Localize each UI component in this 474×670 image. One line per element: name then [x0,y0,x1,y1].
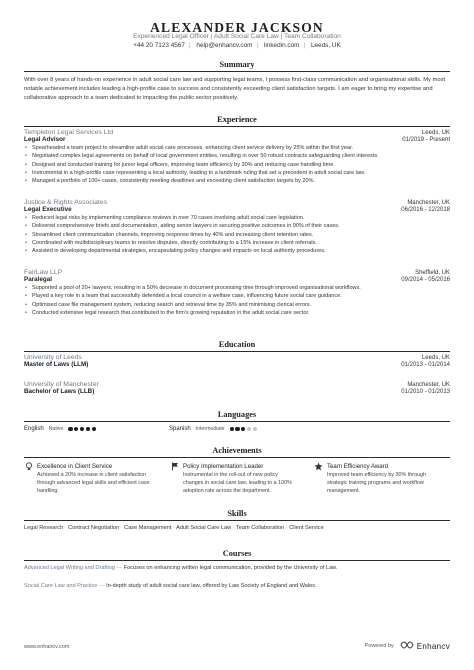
school-name: University of Manchester [24,381,99,388]
language-level: Intermediate [195,426,225,432]
rating-dot [68,427,72,431]
flag-icon [170,462,179,471]
company-name: Templeton Legal Services Ltd [24,129,114,136]
job-bullets [24,284,450,317]
rating-dot [230,427,234,431]
job-title: Paralegal [24,276,53,283]
powered-by-text: Powered by [364,643,394,649]
achievement-line: through advanced legal skills and efficient case [37,479,150,486]
skill-item: Contract Negotiation [68,525,120,531]
company-name: FairLaw LLP [24,269,63,276]
achievement-item [170,462,306,495]
rating-dot [74,427,78,431]
course-item: Advanced Legal Writing and Drafting — Focuses on enhancing written legal communication, provided by the University of Law. [24,565,338,571]
course-title: Social Care Law and Practice [24,583,98,589]
job-bullet: • Assisted in developing departmental strategies, encapsulating policy changes and impacts on local authority procedures. [24,247,450,255]
achievement-line: changes in social care law, leading to a 100% [183,479,292,486]
job-bullet: • Managed a portfolio of 100+ cases, consistently meeting deadlines and exceeding client satisfaction targets by 20%. [24,177,450,185]
job-bullet: • Streamlined client communication channels, improving response times by 40% and increasing client retention rates. [24,231,450,239]
achievement-line: adoption rate across the department. [183,487,272,494]
achievement-line: Instrumental in the roll-out of new policy [183,472,278,478]
job-bullet: • Reduced legal risks by implementing compliance reviews in over 70 cases involving adult social care legislation. [24,214,450,222]
summary-heading: Summary [219,60,255,69]
education-heading: Education [218,340,256,349]
experience-heading: Experience [217,115,257,124]
courses-heading: Courses [222,549,252,558]
rating-dot [235,427,239,431]
language-name: Spanish [169,426,191,432]
achievement-line: strategic training programs and workflow [327,479,424,486]
phone-text: +44 20 7123 4567 [133,42,185,49]
rating-dot [253,427,257,431]
skill-item: Legal Research [24,525,64,531]
job-entry [24,269,450,317]
language-level: Native [48,426,64,432]
achievement-line: handling. [37,487,59,494]
achievement-item [314,462,450,495]
education-entry [24,354,450,368]
footer-website-link[interactable]: www.enhancv.com [24,644,70,650]
skill-item: Adult Social Care Law [176,525,232,531]
job-bullet: • Played a key role in a team that successfully defended a local council in a welfare case, influencing future social care guidance. [24,292,450,300]
achievement-description [170,472,306,495]
education-dates: 01/2013 - 01/2014 [401,362,450,368]
job-bullet: • Supported a pool of 20+ lawyers, resulting in a 50% decrease in document processing time through improved organisational workflows. [24,284,450,292]
languages-list [24,426,450,432]
job-location: Manchester, UK [407,200,450,206]
skill-separator: · [63,525,69,531]
job-location: Sheffield, UK [415,270,450,276]
star-icon [314,462,323,471]
lightbulb-icon [24,462,33,471]
school-location: Leeds, UK [421,355,450,361]
email-link[interactable]: help@enhancv.com [196,42,253,49]
achievement-description [24,472,160,495]
summary-line: collaborative approach to a team dedicated to impacting the public sector positively. [24,94,239,101]
job-dates: 01/2019 - Present [402,137,450,143]
footer-branding [365,640,450,652]
language-rating [230,427,259,431]
language-item [24,426,169,432]
skill-separator: · [171,525,177,531]
skill-item: Case Management [124,525,172,531]
achievements-divider [24,457,450,458]
achievement-title: Team Efficiency Award [327,463,389,470]
skill-item: Team Collaboration [236,525,285,531]
job-bullet: • Delivered comprehensive briefs and documentation, aiding senior lawyers in securing positive outcomes in 90% of their cases. [24,222,450,230]
job-dates: 09/2014 - 05/2016 [401,277,450,283]
achievement-description [314,472,450,495]
rating-dot [241,427,245,431]
summary-line: notable achievement includes leading a high-profile case to success and consistently exceeding client satisfaction targets. I am eager to bring my expertise and [24,85,433,92]
job-bullet: • Coordinated with multidisciplinary teams to resolve disputes, directly contributing to a 15% increase in client referrals. [24,239,450,247]
achievement-title: Excellence in Client Service [37,463,113,470]
contact-line: +44 20 7123 4567 | help@enhancv.com | linkedin.com | Leeds, UK [133,42,341,49]
education-entry [24,381,450,395]
languages-heading: Languages [217,410,257,419]
experience-divider [24,126,450,127]
achievement-line: management. [327,487,360,494]
job-bullet: • Negotiated complex legal agreements on behalf of local government entities, resulting in over 50 robust contracts safeguarding client interests. [24,152,450,160]
job-entry [24,129,450,185]
course-description: Focuses on enhancing written legal communication, provided by the University of Law. [123,565,338,571]
language-item [169,426,319,432]
course-description: In-depth study of adult social care law, offered by Law Society of England and Wales. [106,583,317,589]
course-title: Advanced Legal Writing and Drafting [24,565,116,571]
rating-dot [86,427,90,431]
education-dates: 01/2010 - 01/2013 [401,389,450,395]
brand-name: Enhancv [416,641,450,651]
rating-dot [92,427,96,431]
school-location: Manchester, UK [407,382,450,388]
skills-divider [24,520,450,521]
skills-list [24,525,450,531]
education-divider [24,351,450,352]
achievements-heading: Achievements [212,446,262,455]
rating-dot [247,427,251,431]
degree-name: Bachelor of Laws (LLB) [24,388,95,395]
candidate-tagline: Experienced Legal Officer | Adult Social Care Law | Team Collaboration [133,33,341,40]
achievement-line: Achieved a 20% increase in client satisfaction [37,472,147,478]
job-location: Leeds, UK [421,130,450,136]
school-name: University of Leeds [24,354,82,361]
job-bullets [24,144,450,185]
achievement-line: Improved team efficiency by 30% through [327,472,427,478]
company-name: Justice & Rights Associates [24,199,108,206]
job-bullet: • Optimised case file management system, reducing search and retrieval time by 35% and minimising clerical errors. [24,301,450,309]
skill-separator: · [231,525,237,531]
enhancv-logo-icon [400,640,414,652]
rating-dot [80,427,84,431]
job-title: Legal Executive [24,206,72,213]
location-text: Leeds, UK [310,42,341,49]
job-bullet: • Designed and conducted training for junior legal officers, improving team efficiency by 30% and reducing case handling time. [24,161,450,169]
courses-divider [24,560,450,561]
job-dates: 06/2016 - 12/2018 [401,207,450,213]
summary-divider [24,71,450,72]
linkedin-link[interactable]: linkedin.com [263,42,300,49]
skill-item: Client Service [289,525,324,531]
job-entry [24,199,450,255]
language-rating [68,427,97,431]
skill-separator: · [119,525,125,531]
skills-heading: Skills [227,509,247,518]
skill-separator: · [284,525,290,531]
languages-divider [24,421,450,422]
job-bullets [24,214,450,255]
achievement-item [24,462,160,495]
job-bullet: • Spearheaded a team project to streamline adult social care processes, enhancing client service delivery by 25% within the first year. [24,144,450,152]
course-item: Social Care Law and Practice — In-depth study of adult social care law, offered by Law Society of England and Wales. [24,583,317,589]
summary-line: With over 8 years of hands-on experience in adult social care law and supporting legal teams, I possess first-class communication and organisational skills. My most [24,77,446,83]
summary-text [24,76,450,102]
achievement-title: Policy Implementation Leader [183,463,264,470]
degree-name: Master of Laws (LLM) [24,361,89,368]
language-name: English [24,426,44,432]
job-bullet: • Instrumental in a high-profile case representing a local authority, leading to a landmark ruling that set a precedent in adult social care law. [24,169,450,177]
job-title: Legal Advisor [24,136,66,143]
job-bullet: • Conducted extensive legal research that contributed to the firm's growing reputation in the adult social care sector. [24,309,450,317]
candidate-name: ALEXANDER JACKSON [150,20,324,35]
